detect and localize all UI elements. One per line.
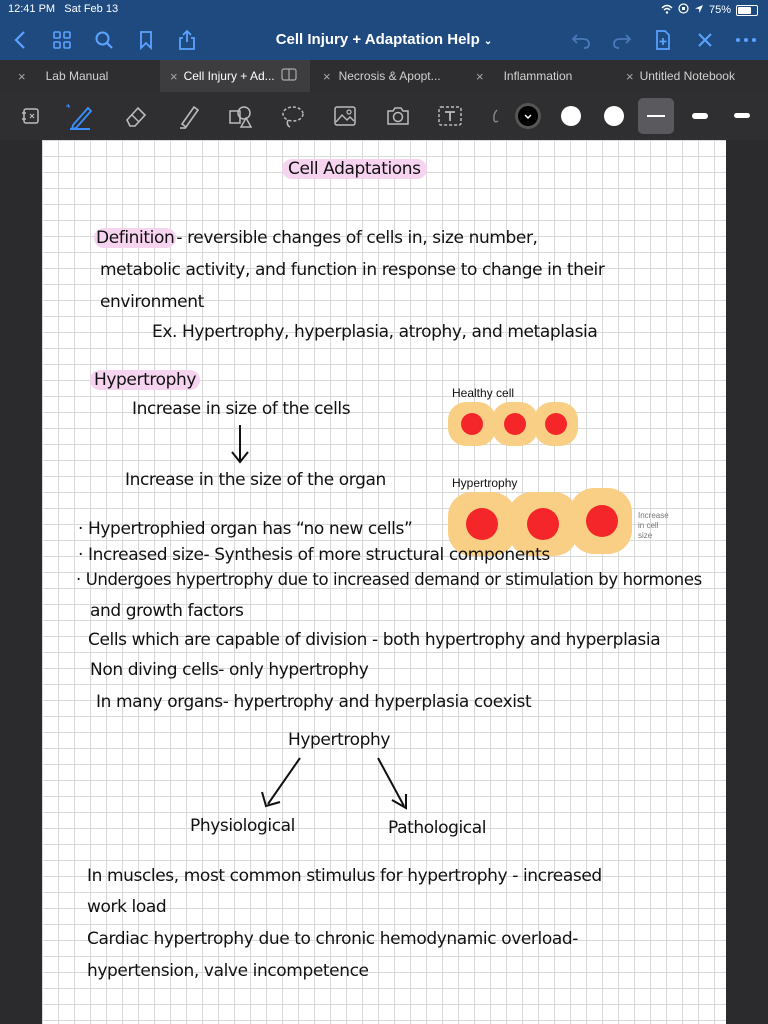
increase-label-line: in cell	[638, 521, 659, 530]
tree-left-physiological: Physiological	[190, 816, 295, 836]
branch-arrows-icon	[256, 754, 416, 812]
bullet-dot: ·	[78, 545, 89, 565]
navigation-bar	[0, 20, 768, 60]
note-line-non-dividing: Non diving cells- only hypertrophy	[90, 660, 369, 680]
tab-untitled[interactable]	[618, 60, 768, 92]
definition-line-2: metabolic activity, and function in response to change in their	[100, 260, 605, 280]
example-line: Ex. Hypertrophy, hyperplasia, atrophy, and metaplasia	[152, 322, 598, 342]
bullet-3	[76, 570, 702, 589]
flow-top: Increase in size of the cells	[132, 399, 351, 419]
tab-necrosis[interactable]	[315, 60, 465, 92]
healthy-cell	[534, 402, 578, 446]
drawing-toolbar	[0, 92, 768, 140]
document-title-text: Cell Injury + Adaptation Help	[275, 31, 480, 48]
shapes-tool-icon[interactable]	[226, 102, 254, 130]
pen-tool-icon[interactable]	[66, 102, 94, 130]
nucleus	[545, 413, 567, 435]
definition-term: Definition	[96, 228, 175, 248]
bullet-text: Undergoes hypertrophy due to increased demand or stimulation by hormones	[85, 570, 702, 589]
note-line-coexist: In many organs- hypertrophy and hyperplasia coexist	[96, 692, 532, 712]
bottom-line-3: Cardiac hypertrophy due to chronic hemodynamic overload-	[87, 929, 578, 949]
stroke-thick[interactable]	[728, 102, 756, 130]
color-white-2[interactable]	[600, 102, 628, 130]
increase-label-line: size	[638, 531, 653, 540]
battery-fill	[738, 7, 751, 14]
tab-label: Untitled Notebook	[639, 69, 735, 83]
battery-percent: 75%	[708, 4, 731, 16]
tab-cell-injury[interactable]	[160, 60, 310, 92]
close-toolbar-icon[interactable]	[693, 28, 717, 52]
status-date: Sat Feb 13	[64, 3, 119, 15]
bullet-1	[78, 519, 412, 539]
tab-label: Lab Manual	[45, 69, 109, 83]
hypertrophy-heading	[90, 370, 200, 390]
split-view-icon[interactable]	[281, 68, 297, 84]
close-tab-icon[interactable]: ×	[170, 68, 178, 84]
stroke-medium[interactable]	[686, 102, 714, 130]
close-tab-icon[interactable]: ×	[18, 68, 26, 84]
bullet-dot: ·	[78, 519, 89, 539]
bullet-3-continued: and growth factors	[90, 601, 244, 621]
hypertrophy-diagram-label: Hypertrophy	[452, 476, 518, 490]
tab-label: Inflammation	[503, 69, 573, 83]
hypertrophy-heading-text: Hypertrophy	[90, 370, 200, 390]
read-mode-icon[interactable]	[18, 102, 46, 130]
healthy-cell	[492, 402, 538, 446]
more-icon[interactable]	[734, 28, 758, 52]
definition-text-1: - reversible changes of cells in, size number,	[176, 228, 538, 248]
text-tool-icon[interactable]	[436, 102, 464, 130]
title-chevron-icon: ⌄	[483, 36, 493, 47]
nucleus	[466, 508, 498, 540]
note-line-division: Cells which are capable of division - both hypertrophy and hyperplasia	[88, 630, 661, 650]
status-right	[661, 3, 758, 17]
flow-bottom: Increase in the size of the organ	[125, 470, 386, 490]
increase-in-cell-size-label	[638, 511, 669, 541]
image-tool-icon[interactable]	[331, 102, 359, 130]
bullet-2	[78, 545, 550, 565]
color-black-selected[interactable]	[514, 102, 542, 130]
location-icon	[694, 4, 704, 17]
note-page[interactable]	[42, 140, 726, 1024]
nucleus	[527, 508, 559, 540]
eraser-tool-icon[interactable]	[122, 102, 150, 130]
healthy-cell	[448, 402, 496, 446]
close-tab-icon[interactable]: ×	[323, 68, 331, 84]
tab-label: Necrosis & Apopt...	[338, 69, 441, 83]
tab-lab-manual[interactable]	[0, 60, 160, 92]
increase-label-line: Increase	[638, 511, 669, 520]
tree-root: Hypertrophy	[288, 730, 390, 750]
battery-icon	[736, 5, 758, 16]
tab-inflammation[interactable]	[468, 60, 618, 92]
nucleus	[461, 413, 483, 435]
pointer-tool-icon[interactable]	[482, 102, 510, 130]
nucleus	[586, 505, 618, 537]
nucleus	[504, 413, 526, 435]
note-title	[282, 159, 427, 179]
lasso-tool-icon[interactable]	[279, 102, 307, 130]
bottom-line-1: In muscles, most common stimulus for hypertrophy - increased	[87, 866, 602, 886]
definition-line-1	[94, 228, 538, 248]
undo-icon[interactable]	[569, 28, 593, 52]
highlighter-tool-icon[interactable]	[175, 102, 203, 130]
status-bar	[0, 0, 768, 20]
wifi-icon	[661, 4, 673, 17]
status-time: 12:41 PM	[8, 3, 56, 15]
tree-right-pathological: Pathological	[388, 818, 487, 838]
redo-icon[interactable]	[610, 28, 634, 52]
color-white-1[interactable]	[557, 102, 585, 130]
definition-line-3: environment	[100, 292, 204, 312]
note-title-text: Cell Adaptations	[282, 159, 427, 179]
bullet-text: Increased size- Synthesis of more structural components	[88, 545, 550, 565]
tab-label: Cell Injury + Ad...	[183, 69, 275, 83]
close-tab-icon[interactable]: ×	[476, 68, 484, 84]
camera-tool-icon[interactable]	[384, 102, 412, 130]
bullet-dot: ·	[76, 570, 86, 589]
bullet-text: Hypertrophied organ has “no new cells”	[88, 519, 413, 539]
bottom-line-2: work load	[87, 897, 167, 917]
add-page-icon[interactable]	[651, 28, 675, 52]
status-time-date	[8, 3, 118, 15]
stroke-thin-selected[interactable]	[638, 98, 674, 134]
close-tab-icon[interactable]: ×	[626, 68, 634, 84]
down-arrow-icon	[228, 423, 252, 465]
bottom-line-4: hypertension, valve incompetence	[87, 961, 369, 981]
healthy-cell-label: Healthy cell	[452, 386, 515, 400]
tab-bar	[0, 60, 768, 92]
orientation-lock-icon	[678, 3, 689, 17]
hypertrophy-cell	[570, 488, 632, 554]
